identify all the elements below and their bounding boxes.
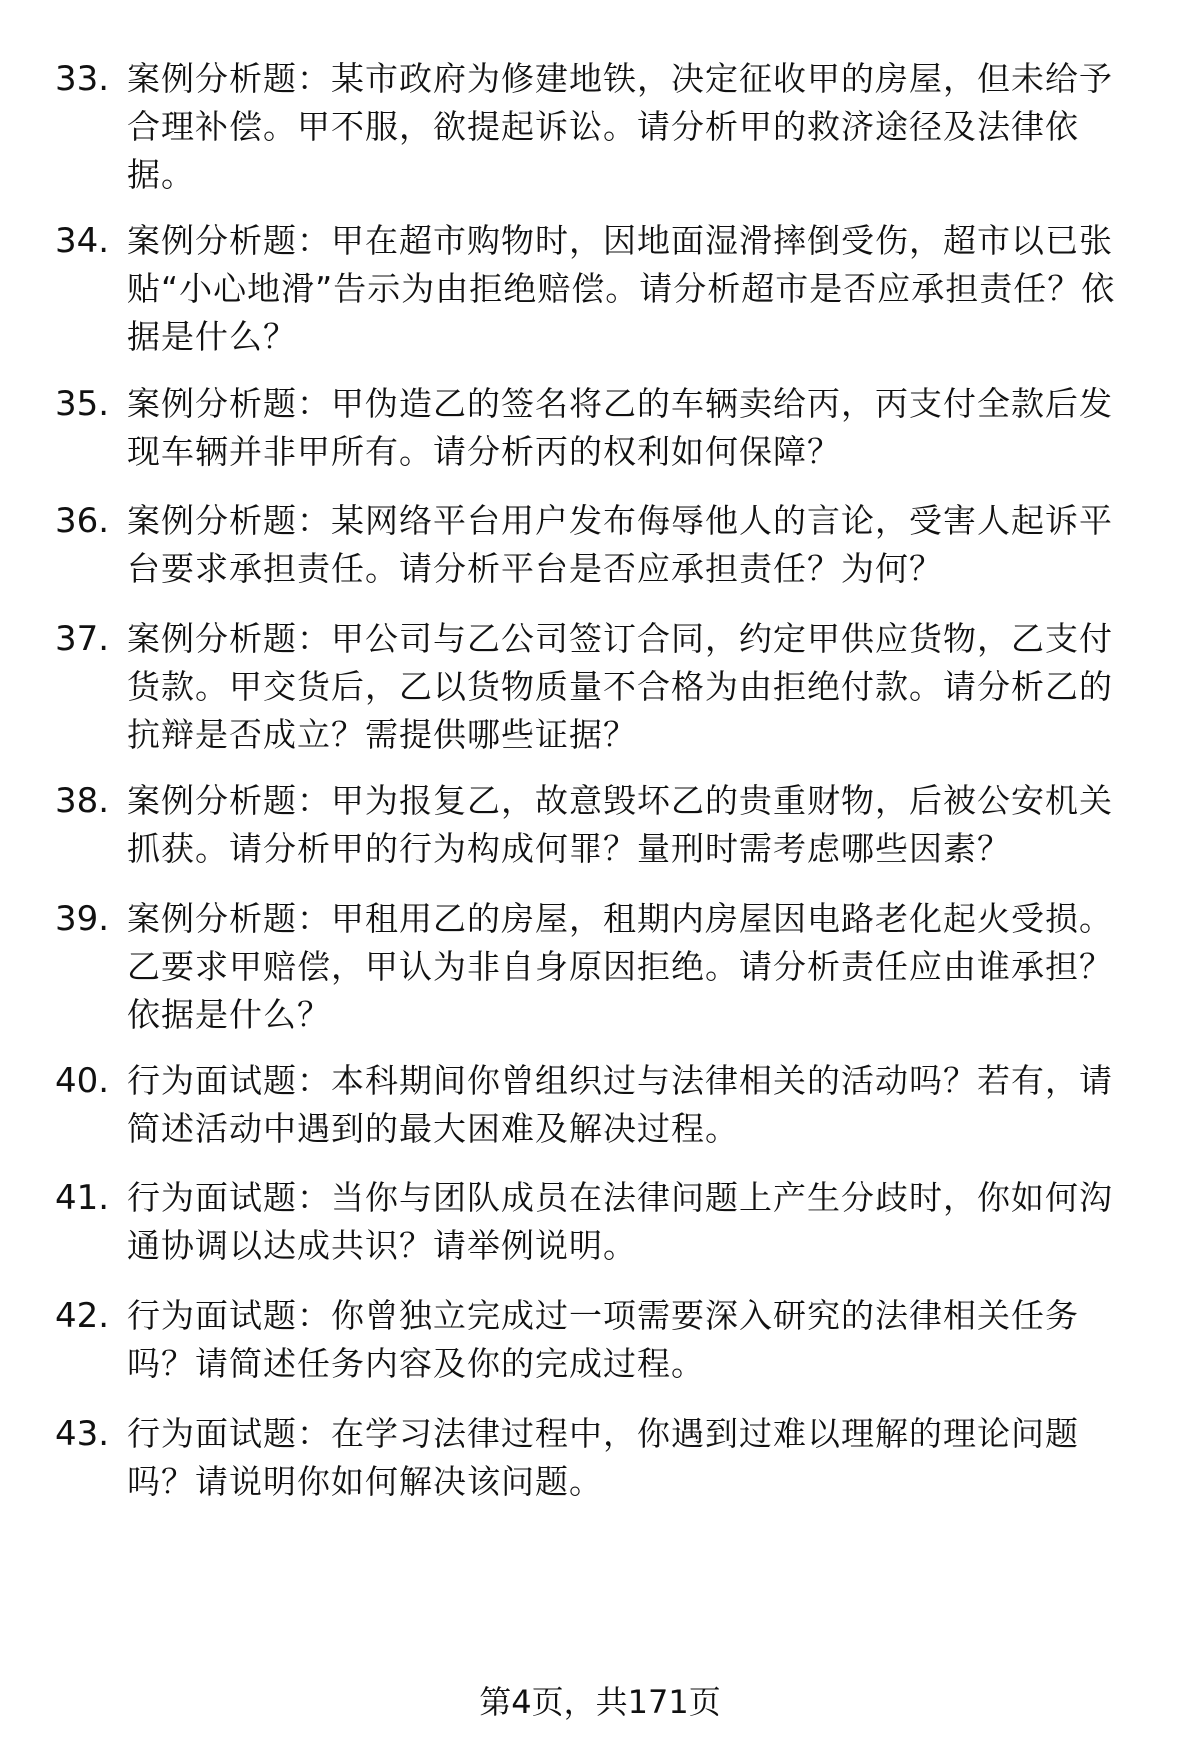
question-item-33	[55, 55, 1145, 199]
question-text: 案例分析题：某网络平台用户发布侮辱他人的言论，受害人起诉平台要求承担责任。请分析平台是否应承担责任？为何？	[127, 501, 1113, 588]
question-number: 37.	[55, 619, 110, 659]
question-text: 案例分析题：甲为报复乙，故意毁坏乙的贵重财物，后被公安机关抓获。请分析甲的行为构成何罪？量刑时需考虑哪些因素？	[127, 781, 1113, 868]
question-number: 36.	[55, 501, 110, 541]
question-number: 43.	[55, 1414, 110, 1454]
page-footer: 第4页，共171页	[479, 1683, 721, 1721]
question-number: 33.	[55, 59, 110, 99]
question-number: 41.	[55, 1178, 110, 1218]
question-item-39	[55, 895, 1145, 1039]
question-text: 案例分析题：甲租用乙的房屋，租期内房屋因电路老化起火受损。乙要求甲赔偿，甲认为非自身原因拒绝。请分析责任应由谁承担？依据是什么？	[127, 899, 1113, 1034]
question-text: 行为面试题：在学习法律过程中，你遇到过难以理解的理论问题吗？请说明你如何解决该问题。	[127, 1414, 1079, 1501]
question-text: 行为面试题：当你与团队成员在法律问题上产生分歧时，你如何沟通协调以达成共识？请举例说明。	[127, 1178, 1113, 1265]
question-number: 38.	[55, 781, 110, 821]
question-item-34	[55, 217, 1145, 361]
question-text: 案例分析题：甲伪造乙的签名将乙的车辆卖给丙，丙支付全款后发现车辆并非甲所有。请分析丙的权利如何保障？	[127, 384, 1113, 471]
question-item-41	[55, 1174, 1145, 1270]
question-number: 34.	[55, 221, 110, 261]
question-number: 42.	[55, 1296, 110, 1336]
question-item-42	[55, 1292, 1145, 1388]
question-item-35	[55, 380, 1145, 476]
question-text: 案例分析题：甲在超市购物时，因地面湿滑摔倒受伤，超市以已张贴“小心地滑”告示为由拒绝赔偿。请分析超市是否应承担责任？依据是什么？	[127, 221, 1116, 356]
question-item-40	[55, 1057, 1145, 1153]
question-text: 案例分析题：某市政府为修建地铁，决定征收甲的房屋，但未给予合理补偿。甲不服，欲提起诉讼。请分析甲的救济途径及法律依据。	[127, 59, 1113, 194]
question-text: 行为面试题：你曾独立完成过一项需要深入研究的法律相关任务吗？请简述任务内容及你的完成过程。	[127, 1296, 1079, 1383]
question-text: 案例分析题：甲公司与乙公司签订合同，约定甲供应货物，乙支付货款。甲交货后，乙以货物质量不合格为由拒绝付款。请分析乙的抗辩是否成立？需提供哪些证据？	[127, 619, 1113, 754]
question-text: 行为面试题：本科期间你曾组织过与法律相关的活动吗？若有，请简述活动中遇到的最大困难及解决过程。	[127, 1061, 1113, 1148]
question-number: 40.	[55, 1061, 110, 1101]
question-number: 35.	[55, 384, 110, 424]
question-item-38	[55, 777, 1145, 873]
question-item-43	[55, 1410, 1145, 1506]
question-item-37	[55, 615, 1145, 759]
question-item-36	[55, 497, 1145, 593]
question-number: 39.	[55, 899, 110, 939]
